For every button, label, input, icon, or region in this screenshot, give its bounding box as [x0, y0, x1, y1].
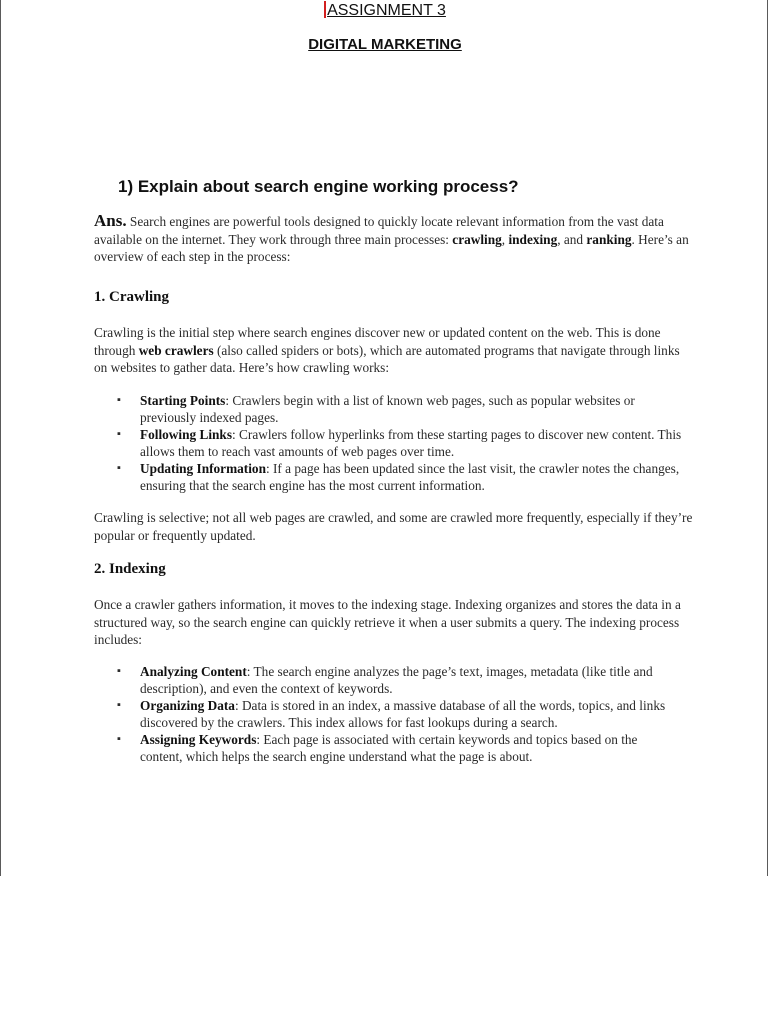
answer-intro-paragraph: Ans. Search engines are powerful tools designed to quickly locate relevant information from the vast data available on the internet. They work through three main processes: crawling, indexing, and ranking. Here’s an overview of each step in the process: [94, 211, 689, 264]
bullet-icon: ▪ [117, 733, 121, 745]
bullet-icon: ▪ [117, 428, 121, 440]
bullet-icon: ▪ [117, 394, 121, 406]
bullet-icon: ▪ [117, 699, 121, 711]
document-subtitle: DIGITAL MARKETING [308, 36, 462, 53]
section-heading-crawling: 1. Crawling [94, 289, 169, 305]
document-title: ASSIGNMENT 3 [1, 1, 768, 20]
list-item: ▪ Starting Points: Crawlers begin with a list of known web pages, such as popular websites or previously indexed pages. [117, 393, 635, 425]
term-indexing: indexing [508, 231, 558, 247]
crawling-paragraph-2: Crawling is selective; not all web pages are crawled, and some are crawled more frequently, especially if they’re popular or frequently updated. [94, 510, 693, 543]
term-ranking: ranking [586, 231, 632, 247]
list-item: ▪ Following Links: Crawlers follow hyperlinks from these starting pages to discover new content. This allows them to reach vast amounts of web pages over time. [117, 427, 682, 459]
bullet-icon: ▪ [117, 665, 121, 677]
text-cursor [324, 1, 326, 18]
section-heading-indexing: 2. Indexing [94, 561, 166, 577]
list-item: ▪ Updating Information: If a page has been updated since the last visit, the crawler notes the changes, ensuring that the search engine has the most current information. [117, 461, 680, 493]
term-web-crawlers: web crawlers [138, 342, 214, 358]
list-item: ▪ Assigning Keywords: Each page is associated with certain keywords and topics based on the content, which helps the search engine understand what the page is about. [117, 732, 638, 764]
indexing-bullet-list [113, 663, 683, 765]
crawling-paragraph-1: Crawling is the initial step where search engines discover new or updated content on the web. This is done through web crawlers (also called spiders or bots), which are automated programs that navigate through links on websites to gather data. Here’s how crawling works: [94, 325, 680, 375]
term-crawling: crawling [452, 231, 502, 247]
indexing-paragraph-1: Once a crawler gathers information, it moves to the indexing stage. Indexing organizes and stores the data in a structured way, so the search engine can quickly retrieve it when a user submits a query. The indexing process includes: [94, 597, 681, 647]
list-item: ▪ Analyzing Content: The search engine analyzes the page’s text, images, metadata (like title and description), and even the context of keywords. [117, 664, 653, 696]
answer-label: Ans. [94, 211, 127, 230]
question-heading: 1) Explain about search engine working process? [118, 177, 519, 196]
bullet-icon: ▪ [117, 462, 121, 474]
crawling-bullet-list [113, 392, 683, 494]
list-item: ▪ Organizing Data: Data is stored in an index, a massive database of all the words, topics, and links discovered by the crawlers. This index allows for fast lookups during a search. [117, 698, 666, 730]
